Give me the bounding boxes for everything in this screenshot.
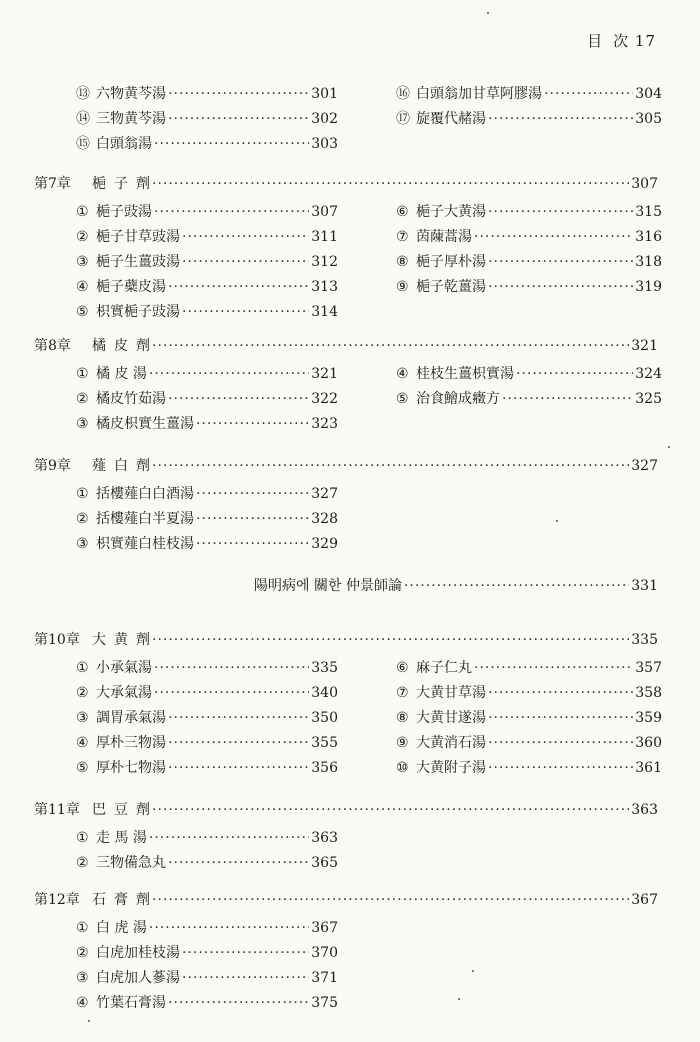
entry-name: 大承氣湯 xyxy=(96,685,152,701)
toc-entry[interactable] xyxy=(396,107,662,132)
entry-page: 357 xyxy=(635,660,662,676)
toc-entry[interactable] xyxy=(76,250,338,275)
entry-number: ④ xyxy=(76,995,89,1011)
leader-dots xyxy=(502,387,633,412)
entry-label xyxy=(76,851,166,876)
entry-number: ⑦ xyxy=(396,229,409,245)
entry-page: 359 xyxy=(635,710,662,726)
entry-label xyxy=(76,300,180,325)
part-heading[interactable] xyxy=(254,574,658,599)
entry-number: ⑤ xyxy=(76,760,89,776)
toc-entry[interactable] xyxy=(396,225,662,250)
leader-dots xyxy=(168,706,309,731)
entry-number: ① xyxy=(76,660,89,676)
entry-label xyxy=(396,107,486,132)
entry-label xyxy=(76,132,152,157)
entry-page: 301 xyxy=(311,86,338,102)
chapter-heading[interactable] xyxy=(34,454,658,479)
leader-dots xyxy=(182,300,309,325)
entry-number: ⑭ xyxy=(76,111,90,127)
entry-number: ④ xyxy=(76,735,89,751)
chapter-page: 327 xyxy=(631,458,658,474)
entry-page: 370 xyxy=(311,945,338,961)
entry-page: 371 xyxy=(311,970,338,986)
entry-number: ② xyxy=(76,945,89,961)
entry-label xyxy=(396,706,486,731)
entry-name: 厚朴三物湯 xyxy=(96,735,166,751)
leader-dots xyxy=(196,507,309,532)
print-speck xyxy=(88,1020,90,1022)
leader-dots xyxy=(182,225,309,250)
entry-label xyxy=(76,532,194,557)
entry-label xyxy=(396,756,486,781)
entry-label xyxy=(396,731,486,756)
entry-name: 竹葉石膏湯 xyxy=(96,995,166,1011)
chapter-number: 第12章 xyxy=(34,892,80,908)
chapter-page: 321 xyxy=(631,338,658,354)
leader-dots xyxy=(196,412,309,437)
leader-dots xyxy=(404,574,629,599)
leader-dots xyxy=(488,250,633,275)
entry-name: 白虎加人蔘湯 xyxy=(96,970,180,986)
entry-page: 340 xyxy=(311,685,338,701)
chapter-name: 梔子 xyxy=(92,176,136,192)
toc-entry[interactable] xyxy=(76,107,338,132)
part-title: 陽明病에 關한 仲景師論 xyxy=(254,578,402,594)
entry-name: 大黄附子湯 xyxy=(416,760,486,776)
entry-number: ⑨ xyxy=(396,735,409,751)
leader-dots xyxy=(182,941,309,966)
entry-name: 茵蔯蒿湯 xyxy=(416,229,472,245)
toc-entry[interactable] xyxy=(76,706,338,731)
chapter-name: 石膏 xyxy=(92,892,136,908)
entry-page: 355 xyxy=(311,735,338,751)
entry-name: 小承氣湯 xyxy=(96,660,152,676)
entry-number: ④ xyxy=(396,366,409,382)
toc-entry[interactable] xyxy=(76,656,338,681)
toc-entry[interactable] xyxy=(396,756,662,781)
entry-page: 319 xyxy=(635,279,662,295)
leader-dots xyxy=(152,798,629,823)
leader-dots xyxy=(154,200,309,225)
entry-number: ⑤ xyxy=(396,391,409,407)
leader-dots xyxy=(168,991,309,1016)
entry-name: 括樓薤白半夏湯 xyxy=(96,511,194,527)
entry-name: 三物黄芩湯 xyxy=(96,111,166,127)
leader-dots xyxy=(168,756,309,781)
chapter-heading[interactable] xyxy=(34,888,658,913)
chapter-heading[interactable] xyxy=(34,798,658,823)
chapter-page: 367 xyxy=(631,892,658,908)
entry-number: ⑧ xyxy=(396,710,409,726)
entry-label xyxy=(76,362,147,387)
entry-label xyxy=(76,756,166,781)
entry-number: ⑦ xyxy=(396,685,409,701)
leader-dots xyxy=(168,275,309,300)
entry-page: 360 xyxy=(635,735,662,751)
entry-label xyxy=(76,200,152,225)
print-speck xyxy=(472,970,474,972)
toc-entry[interactable] xyxy=(396,82,662,107)
toc-entry[interactable] xyxy=(396,681,662,706)
entry-number: ① xyxy=(76,366,89,382)
entry-name: 枳實梔子豉湯 xyxy=(96,304,180,320)
toc-entry[interactable] xyxy=(396,731,662,756)
entry-page: 328 xyxy=(311,511,338,527)
entry-name: 大黄消石湯 xyxy=(416,735,486,751)
toc-entry[interactable] xyxy=(76,387,338,412)
print-speck xyxy=(556,520,558,522)
leader-dots xyxy=(168,107,309,132)
toc-entry[interactable] xyxy=(76,412,338,437)
chapter-title xyxy=(34,798,150,823)
entry-number: ③ xyxy=(76,970,89,986)
leader-dots xyxy=(488,756,633,781)
entry-label xyxy=(76,250,180,275)
entry-name: 大黄甘遂湯 xyxy=(416,710,486,726)
toc-entry[interactable] xyxy=(396,387,662,412)
chapter-title xyxy=(34,454,150,479)
chapter-type: 劑 xyxy=(136,892,150,908)
entry-page: 375 xyxy=(311,995,338,1011)
entry-label xyxy=(396,275,486,300)
entry-label xyxy=(76,482,194,507)
leader-dots xyxy=(168,851,309,876)
entry-name: 梔子蘗皮湯 xyxy=(96,279,166,295)
chapter-type: 劑 xyxy=(136,458,150,474)
toc-entry[interactable] xyxy=(396,250,662,275)
entry-name: 枳實薤白桂枝湯 xyxy=(96,536,194,552)
leader-dots xyxy=(196,532,309,557)
entry-page: 315 xyxy=(635,204,662,220)
toc-entry[interactable] xyxy=(396,200,662,225)
entry-number: ③ xyxy=(76,254,89,270)
toc-entry[interactable] xyxy=(76,681,338,706)
leader-dots xyxy=(154,132,309,157)
toc-entry[interactable] xyxy=(76,362,338,387)
entry-label xyxy=(396,250,486,275)
header-label-left: 目 xyxy=(587,32,604,50)
entry-name: 梔子大黄湯 xyxy=(416,204,486,220)
chapter-number: 第9章 xyxy=(34,458,71,474)
header-label-middle: 次 xyxy=(613,32,630,50)
toc-entry[interactable] xyxy=(76,756,338,781)
entry-label xyxy=(76,507,194,532)
leader-dots xyxy=(488,731,633,756)
entry-name: 治食鱠成癥方 xyxy=(416,391,500,407)
toc-entry[interactable] xyxy=(76,532,338,557)
entry-label xyxy=(76,387,166,412)
entry-page: 365 xyxy=(311,855,338,871)
entry-page: 358 xyxy=(635,685,662,701)
entry-page: 313 xyxy=(311,279,338,295)
leader-dots xyxy=(196,482,309,507)
leader-dots xyxy=(168,387,309,412)
entry-label xyxy=(396,225,472,250)
entry-page: 303 xyxy=(311,136,338,152)
entry-number: ③ xyxy=(76,536,89,552)
entry-number: ① xyxy=(76,920,89,936)
entry-page: 356 xyxy=(311,760,338,776)
entry-number: ⑧ xyxy=(396,254,409,270)
entry-page: 363 xyxy=(311,830,338,846)
chapter-type: 劑 xyxy=(136,802,150,818)
toc-entry[interactable] xyxy=(76,731,338,756)
entry-page: 324 xyxy=(635,366,662,382)
entry-name: 白 虎 湯 xyxy=(96,920,147,936)
entry-label xyxy=(76,275,166,300)
entry-label xyxy=(76,966,180,991)
chapter-name: 橘皮 xyxy=(92,338,136,354)
toc-entry[interactable] xyxy=(76,826,338,851)
entry-number: ③ xyxy=(76,710,89,726)
entry-number: ③ xyxy=(76,416,89,432)
header-page-number: 17 xyxy=(634,32,656,50)
chapter-page: 335 xyxy=(631,632,658,648)
print-speck xyxy=(487,12,489,14)
leader-dots xyxy=(488,275,633,300)
entry-name: 白頭翁加甘草阿膠湯 xyxy=(416,86,542,102)
entry-name: 橘 皮 湯 xyxy=(96,366,147,382)
toc-entry[interactable] xyxy=(76,200,338,225)
leader-dots xyxy=(152,172,629,197)
leader-dots xyxy=(152,628,629,653)
entry-label xyxy=(396,656,472,681)
toc-entry[interactable] xyxy=(76,941,338,966)
entry-label xyxy=(76,706,166,731)
toc-entry[interactable] xyxy=(396,656,662,681)
leader-dots xyxy=(182,250,309,275)
entry-number: ① xyxy=(76,830,89,846)
entry-name: 調胃承氣湯 xyxy=(96,710,166,726)
entry-name: 白虎加桂枝湯 xyxy=(96,945,180,961)
leader-dots xyxy=(474,225,633,250)
toc-entry[interactable] xyxy=(76,225,338,250)
chapter-heading[interactable] xyxy=(34,628,658,653)
leader-dots xyxy=(149,916,309,941)
leader-dots xyxy=(152,888,629,913)
toc-entry[interactable] xyxy=(76,275,338,300)
entry-page: 321 xyxy=(311,366,338,382)
entry-name: 桂枝生薑枳實湯 xyxy=(416,366,514,382)
leader-dots xyxy=(168,731,309,756)
chapter-title xyxy=(34,334,150,359)
entry-name: 大黄甘草湯 xyxy=(416,685,486,701)
toc-entry[interactable] xyxy=(76,966,338,991)
chapter-name: 巴豆 xyxy=(92,802,136,818)
entry-label xyxy=(396,387,500,412)
entry-name: 六物黄芩湯 xyxy=(96,86,166,102)
entry-number: ② xyxy=(76,391,89,407)
leader-dots xyxy=(474,656,633,681)
entry-page: 350 xyxy=(311,710,338,726)
entry-number: ⑤ xyxy=(76,304,89,320)
entry-page: 314 xyxy=(311,304,338,320)
entry-label xyxy=(76,826,147,851)
toc-entry[interactable] xyxy=(396,706,662,731)
entry-label xyxy=(396,82,542,107)
toc-entry[interactable] xyxy=(76,132,338,157)
chapter-type: 劑 xyxy=(136,338,150,354)
entry-label xyxy=(76,731,166,756)
page-header xyxy=(587,30,656,51)
entry-label xyxy=(76,941,180,966)
chapter-title xyxy=(34,888,150,913)
chapter-name: 大黄 xyxy=(92,632,136,648)
chapter-title xyxy=(34,628,150,653)
entry-label xyxy=(396,681,486,706)
chapter-page: 307 xyxy=(631,176,658,192)
chapter-page: 363 xyxy=(631,802,658,818)
leader-dots xyxy=(154,681,309,706)
chapter-number: 第8章 xyxy=(34,338,71,354)
entry-page: 304 xyxy=(635,86,662,102)
leader-dots xyxy=(488,681,633,706)
chapter-number: 第7章 xyxy=(34,176,71,192)
chapter-number: 第11章 xyxy=(34,802,80,818)
entry-number: ① xyxy=(76,204,89,220)
toc-entry[interactable] xyxy=(76,482,338,507)
leader-dots xyxy=(516,362,633,387)
entry-page: 322 xyxy=(311,391,338,407)
entry-name: 麻子仁丸 xyxy=(416,660,472,676)
toc-entry[interactable] xyxy=(76,82,338,107)
entry-name: 梔子生薑豉湯 xyxy=(96,254,180,270)
entry-number: ② xyxy=(76,855,89,871)
entry-label xyxy=(76,656,152,681)
toc-entry[interactable] xyxy=(76,507,338,532)
entry-number: ⑥ xyxy=(396,204,409,220)
entry-number: ⑯ xyxy=(396,86,410,102)
toc-entry[interactable] xyxy=(396,362,662,387)
leader-dots xyxy=(149,362,309,387)
entry-name: 旋覆代赭湯 xyxy=(416,111,486,127)
entry-page: 305 xyxy=(635,111,662,127)
entry-label xyxy=(76,916,147,941)
entry-number: ① xyxy=(76,486,89,502)
chapter-type: 劑 xyxy=(136,176,150,192)
entry-label xyxy=(76,107,166,132)
entry-number: ⑰ xyxy=(396,111,410,127)
entry-number: ⑩ xyxy=(396,760,409,776)
toc-entry[interactable] xyxy=(76,851,338,876)
leader-dots xyxy=(488,706,633,731)
leader-dots xyxy=(152,334,629,359)
leader-dots xyxy=(149,826,309,851)
chapter-name: 薤白 xyxy=(92,458,136,474)
entry-page: 302 xyxy=(311,111,338,127)
entry-label xyxy=(76,412,194,437)
entry-page: 329 xyxy=(311,536,338,552)
entry-page: 318 xyxy=(635,254,662,270)
entry-page: 367 xyxy=(311,920,338,936)
entry-label xyxy=(76,991,166,1016)
toc-entry[interactable] xyxy=(76,991,338,1016)
entry-number: ④ xyxy=(76,279,89,295)
entry-number: ② xyxy=(76,229,89,245)
chapter-heading[interactable] xyxy=(34,172,658,197)
chapter-heading[interactable] xyxy=(34,334,658,359)
print-speck xyxy=(668,446,670,448)
entry-page: 361 xyxy=(635,760,662,776)
entry-page: 307 xyxy=(311,204,338,220)
entry-page: 312 xyxy=(311,254,338,270)
entry-name: 橘皮竹茹湯 xyxy=(96,391,166,407)
entry-number: ⑨ xyxy=(396,279,409,295)
leader-dots xyxy=(154,656,309,681)
toc-entry[interactable] xyxy=(396,275,662,300)
entry-name: 走 馬 湯 xyxy=(96,830,147,846)
entry-name: 厚朴七物湯 xyxy=(96,760,166,776)
entry-name: 白頭翁湯 xyxy=(96,136,152,152)
entry-number: ② xyxy=(76,511,89,527)
entry-page: 335 xyxy=(311,660,338,676)
toc-entry[interactable] xyxy=(76,916,338,941)
entry-number: ② xyxy=(76,685,89,701)
chapter-title xyxy=(34,172,150,197)
entry-label xyxy=(396,200,486,225)
entry-label xyxy=(76,681,152,706)
entry-number: ⑮ xyxy=(76,136,90,152)
entry-name: 梔子豉湯 xyxy=(96,204,152,220)
entry-name: 梔子乾薑湯 xyxy=(416,279,486,295)
entry-label xyxy=(396,362,514,387)
leader-dots xyxy=(152,454,629,479)
entry-number: ⑥ xyxy=(396,660,409,676)
entry-label xyxy=(76,82,166,107)
entry-page: 323 xyxy=(311,416,338,432)
leader-dots xyxy=(488,107,633,132)
chapter-number: 第10章 xyxy=(34,632,80,648)
chapter-type: 劑 xyxy=(136,632,150,648)
leader-dots xyxy=(544,82,633,107)
entry-name: 梔子甘草豉湯 xyxy=(96,229,180,245)
entry-page: 316 xyxy=(635,229,662,245)
entry-name: 梔子厚朴湯 xyxy=(416,254,486,270)
leader-dots xyxy=(168,82,309,107)
entry-name: 括樓薤白白酒湯 xyxy=(96,486,194,502)
entry-label xyxy=(76,225,180,250)
part-page: 331 xyxy=(631,578,658,594)
entry-number: ⑬ xyxy=(76,86,90,102)
entry-page: 311 xyxy=(311,229,338,245)
print-speck xyxy=(458,998,460,1000)
entry-page: 327 xyxy=(311,486,338,502)
entry-name: 橘皮枳實生薑湯 xyxy=(96,416,194,432)
toc-entry[interactable] xyxy=(76,300,338,325)
leader-dots xyxy=(488,200,633,225)
entry-name: 三物備急丸 xyxy=(96,855,166,871)
entry-page: 325 xyxy=(635,391,662,407)
leader-dots xyxy=(182,966,309,991)
